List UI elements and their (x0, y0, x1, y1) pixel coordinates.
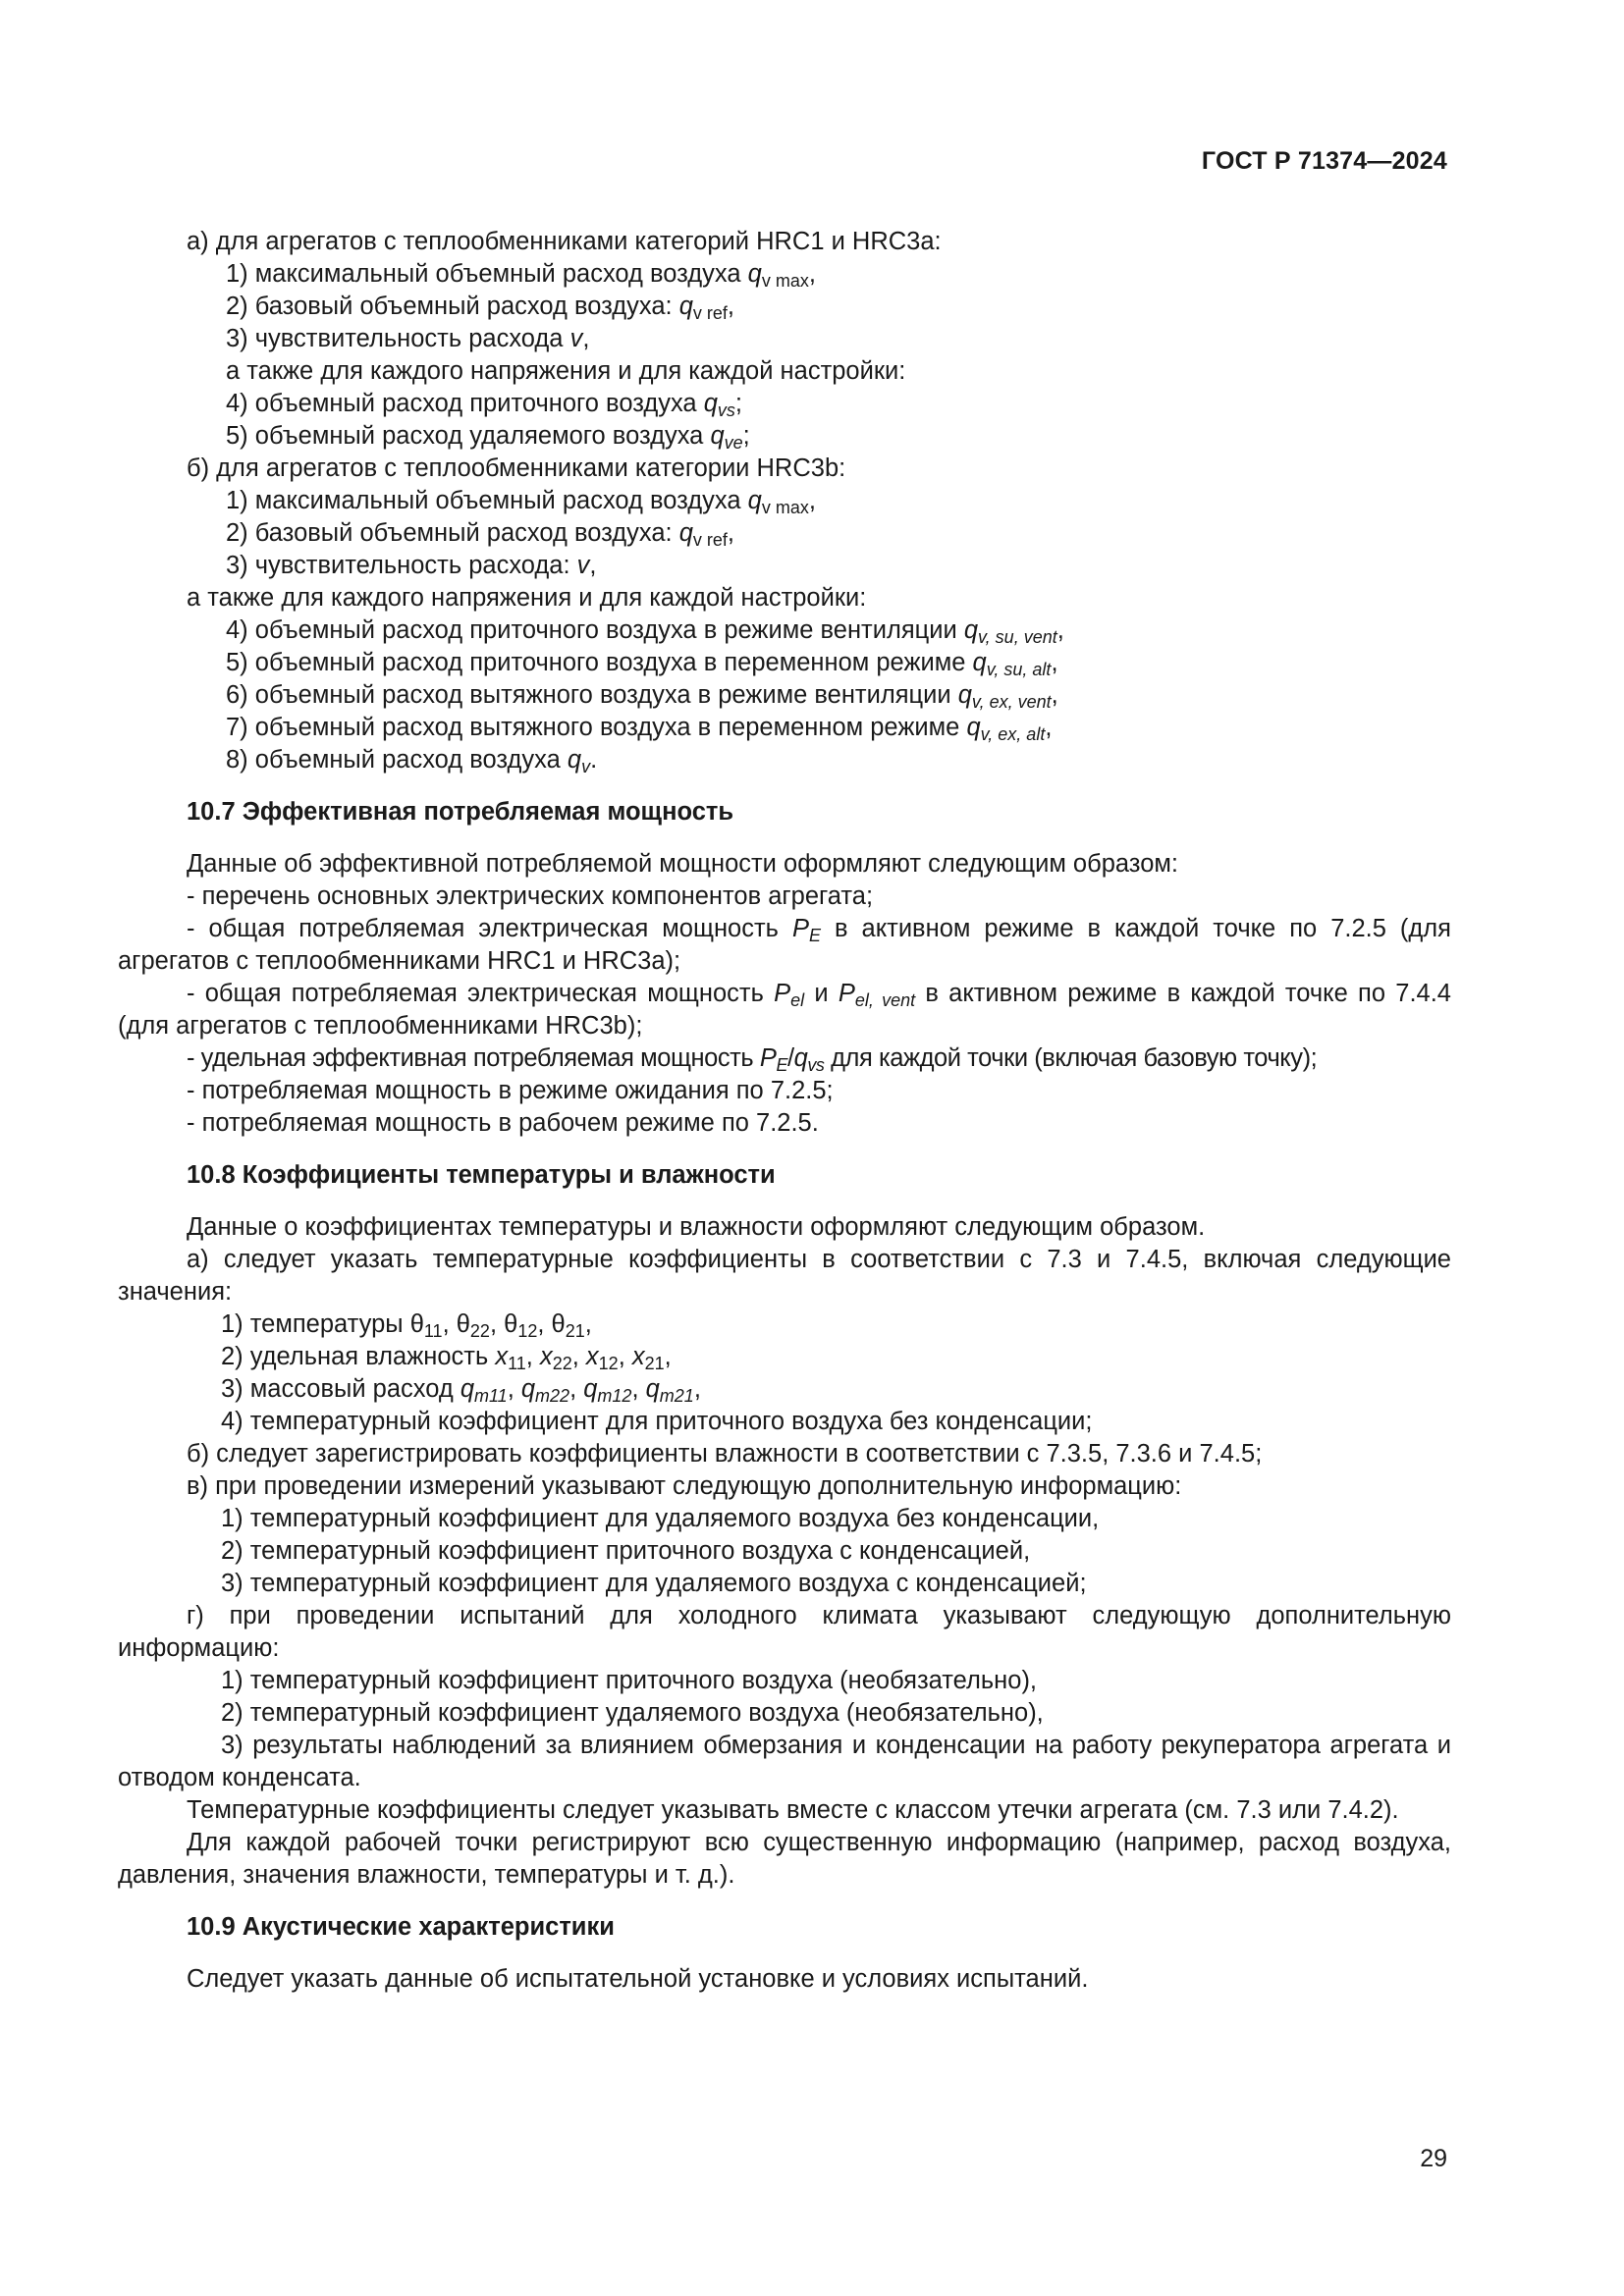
list-item: 4) температурный коэффициент для приточного воздуха без конденсации; (221, 1408, 1093, 1435)
paragraph: Данные об эффективной потребляемой мощности оформляют следующим образом: (187, 850, 1179, 878)
list-note: а также для каждого напряжения и для каждой настройки: (226, 357, 906, 385)
paragraph: Температурные коэффициенты следует указывать вместе с классом утечки агрегата (см. 7.3 или 7.4.2). (187, 1796, 1399, 1824)
list-item: 5) объемный расход удаляемого воздуха $q_{ve}$; (226, 422, 750, 453)
list-item: 5) объемный расход приточного воздуха в переменном режиме $q_{v, su, alt}$, (226, 649, 1058, 679)
list-item: 3) температурный коэффициент для удаляемого воздуха с конденсацией; (221, 1570, 1087, 1597)
page-content (118, 226, 1451, 1996)
bullet-item: - общая потребляемая электрическая мощность $P_E$ в активном режиме в каждой точке по 7.2.5 (для агрегатов с теплообменниками HRC1 и HRC3a); (118, 915, 1451, 975)
list-item: 2) базовый объемный расход воздуха: $q_{v ref}$, (226, 293, 734, 323)
list-item: 8) объемный расход воздуха $q_v$. (226, 746, 598, 776)
list-item: 4) объемный расход приточного воздуха в режиме вентиляции $q_{v, su, vent}$, (226, 616, 1064, 647)
list-item: 2) удельная влажность $x_{11}$, $x_{22}$, $x_{12}$, $x_{21}$, (221, 1343, 672, 1373)
section-heading-10-7: 10.7 Эффективная потребляемая мощность (187, 798, 734, 826)
bullet-item: - потребляемая мощность в режиме ожидания по 7.2.5; (187, 1077, 834, 1104)
bullet-item: - перечень основных электрических компонентов агрегата; (187, 882, 874, 910)
section-heading-10-8: 10.8 Коэффициенты температуры и влажности (187, 1161, 776, 1189)
bullet-item: - общая потребляемая электрическая мощность $P_{el}$ и $P_{el, vent}$ в активном режиме в каждой точке по 7.4.4 (для агрегатов с теплообменниками HRC3b); (118, 980, 1451, 1040)
paragraph: Для каждой рабочей точки регистрируют всю существенную информацию (например, расход воздуха, давления, значения влажности, температуры и т. д.). (118, 1829, 1451, 1889)
list-item: а) следует указать температурные коэффициенты в соответствии с 7.3 и 7.4.5, включая следующие значения: (118, 1246, 1451, 1306)
list-item: 2) температурный коэффициент приточного воздуха с конденсацией, (221, 1537, 1031, 1565)
list-item: б) следует зарегистрировать коэффициенты влажности в соответствии с 7.3.5, 7.3.6 и 7.4.5; (187, 1440, 1263, 1468)
bullet-item: - удельная эффективная потребляемая мощность $P_E/q_{vs}$ для каждой точки (включая базовую точку); (187, 1044, 1318, 1075)
list-item: 1) максимальный объемный расход воздуха $q_{v max}$, (226, 487, 816, 517)
list-item: 3) чувствительность расхода v, (226, 325, 590, 352)
list-item: 3) чувствительность расхода: v, (226, 552, 597, 579)
list-item: 1) температурный коэффициент приточного воздуха (необязательно), (221, 1667, 1038, 1694)
bullet-item: - потребляемая мощность в рабочем режиме по 7.2.5. (187, 1109, 819, 1137)
list-item: 1) температуры $\theta_{11}$, $\theta_{22}$, $\theta_{12}$, $\theta_{21}$, (221, 1310, 592, 1341)
list-item: 1) максимальный объемный расход воздуха $q_{v max}$, (226, 260, 816, 291)
list-item: 1) температурный коэффициент для удаляемого воздуха без конденсации, (221, 1505, 1100, 1532)
list-item: 6) объемный расход вытяжного воздуха в режиме вентиляции $q_{v, ex, vent}$, (226, 681, 1058, 712)
paragraph: Данные о коэффициентах температуры и влажности оформляют следующим образом. (187, 1213, 1206, 1241)
list-item: 7) объемный расход вытяжного воздуха в переменном режиме $q_{v, ex, alt}$, (226, 714, 1053, 744)
list-item: 3) массовый расход $q_{m11}$, $q_{m22}$, $q_{m12}$, $q_{m21}$, (221, 1375, 701, 1406)
document-header: ГОСТ Р 71374—2024 (1201, 147, 1447, 175)
page-number: 29 (1420, 2145, 1447, 2172)
section-heading-10-9: 10.9 Акустические характеристики (187, 1913, 615, 1941)
paragraph: Следует указать данные об испытательной установке и условиях испытаний. (187, 1965, 1089, 1993)
list-item: в) при проведении измерений указывают следующую дополнительную информацию: (187, 1472, 1182, 1500)
list-item: г) при проведении испытаний для холодного климата указывают следующую дополнительную информацию: (118, 1602, 1451, 1662)
list-item: 4) объемный расход приточного воздуха $q_{vs}$; (226, 390, 742, 420)
list-a-title: а) для агрегатов с теплообменниками категорий HRC1 и HRC3a: (187, 228, 942, 255)
list-item: 2) температурный коэффициент удаляемого воздуха (необязательно), (221, 1699, 1044, 1727)
list-b-title: б) для агрегатов с теплообменниками категории HRC3b: (187, 454, 846, 482)
list-item: 3) результаты наблюдений за влиянием обмерзания и конденсации на работу рекуператора агрегата и отводом конденсата. (118, 1732, 1451, 1791)
list-item: 2) базовый объемный расход воздуха: $q_{v ref}$, (226, 519, 734, 550)
list-note: а также для каждого напряжения и для каждой настройки: (187, 584, 867, 612)
